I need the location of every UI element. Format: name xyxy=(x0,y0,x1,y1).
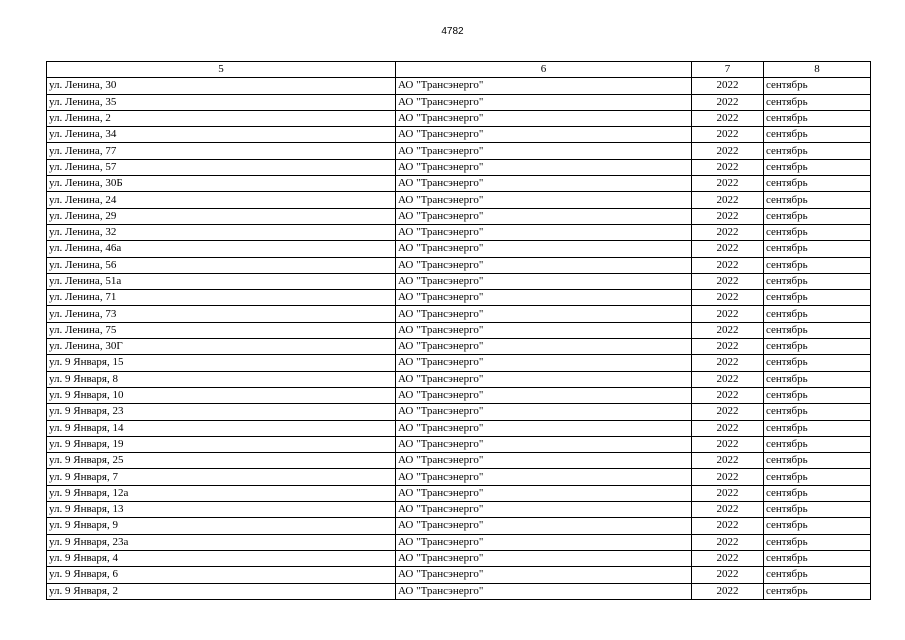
table-row xyxy=(47,469,871,485)
address-cell: ул. Ленина, 71 xyxy=(47,290,396,306)
organization-cell: АО "Трансэнерго" xyxy=(396,518,692,534)
table-row xyxy=(47,355,871,371)
address-cell: ул. Ленина, 57 xyxy=(47,159,396,175)
organization-cell: АО "Трансэнерго" xyxy=(396,127,692,143)
year-cell: 2022 xyxy=(692,273,764,289)
year-cell: 2022 xyxy=(692,469,764,485)
organization-cell: АО "Трансэнерго" xyxy=(396,176,692,192)
month-cell: сентябрь xyxy=(764,78,871,94)
year-cell: 2022 xyxy=(692,159,764,175)
year-cell: 2022 xyxy=(692,371,764,387)
column-number-5: 5 xyxy=(47,62,396,78)
address-cell: ул. 9 Января, 15 xyxy=(47,355,396,371)
organization-cell: АО "Трансэнерго" xyxy=(396,94,692,110)
month-cell: сентябрь xyxy=(764,518,871,534)
year-cell: 2022 xyxy=(692,567,764,583)
month-cell: сентябрь xyxy=(764,355,871,371)
organization-cell: АО "Трансэнерго" xyxy=(396,583,692,599)
page-number: 4782 xyxy=(441,26,464,37)
table-row xyxy=(47,404,871,420)
month-cell: сентябрь xyxy=(764,127,871,143)
schedule-table xyxy=(46,61,871,600)
month-cell: сентябрь xyxy=(764,550,871,566)
year-cell: 2022 xyxy=(692,387,764,403)
month-cell: сентябрь xyxy=(764,306,871,322)
address-cell: ул. 9 Января, 9 xyxy=(47,518,396,534)
year-cell: 2022 xyxy=(692,290,764,306)
organization-cell: АО "Трансэнерго" xyxy=(396,306,692,322)
organization-cell: АО "Трансэнерго" xyxy=(396,453,692,469)
year-cell: 2022 xyxy=(692,110,764,126)
table-row xyxy=(47,224,871,240)
table-row xyxy=(47,322,871,338)
month-cell: сентябрь xyxy=(764,502,871,518)
year-cell: 2022 xyxy=(692,550,764,566)
year-cell: 2022 xyxy=(692,127,764,143)
table-row xyxy=(47,339,871,355)
organization-cell: АО "Трансэнерго" xyxy=(396,257,692,273)
month-cell: сентябрь xyxy=(764,94,871,110)
organization-cell: АО "Трансэнерго" xyxy=(396,224,692,240)
month-cell: сентябрь xyxy=(764,159,871,175)
address-cell: ул. Ленина, 30Б xyxy=(47,176,396,192)
organization-cell: АО "Трансэнерго" xyxy=(396,241,692,257)
organization-cell: АО "Трансэнерго" xyxy=(396,110,692,126)
organization-cell: АО "Трансэнерго" xyxy=(396,469,692,485)
year-cell: 2022 xyxy=(692,78,764,94)
year-cell: 2022 xyxy=(692,583,764,599)
month-cell: сентябрь xyxy=(764,485,871,501)
organization-cell: АО "Трансэнерго" xyxy=(396,355,692,371)
year-cell: 2022 xyxy=(692,534,764,550)
table-row xyxy=(47,534,871,550)
address-cell: ул. Ленина, 24 xyxy=(47,192,396,208)
organization-cell: АО "Трансэнерго" xyxy=(396,387,692,403)
month-cell: сентябрь xyxy=(764,583,871,599)
table-row xyxy=(47,453,871,469)
year-cell: 2022 xyxy=(692,192,764,208)
organization-cell: АО "Трансэнерго" xyxy=(396,550,692,566)
table-row xyxy=(47,290,871,306)
organization-cell: АО "Трансэнерго" xyxy=(396,485,692,501)
year-cell: 2022 xyxy=(692,241,764,257)
year-cell: 2022 xyxy=(692,355,764,371)
month-cell: сентябрь xyxy=(764,567,871,583)
column-number-row xyxy=(47,62,871,78)
column-number-7: 7 xyxy=(692,62,764,78)
month-cell: сентябрь xyxy=(764,290,871,306)
table-row xyxy=(47,583,871,599)
month-cell: сентябрь xyxy=(764,143,871,159)
address-cell: ул. Ленина, 46а xyxy=(47,241,396,257)
table-row xyxy=(47,387,871,403)
table-row xyxy=(47,127,871,143)
address-cell: ул. 9 Января, 8 xyxy=(47,371,396,387)
month-cell: сентябрь xyxy=(764,420,871,436)
organization-cell: АО "Трансэнерго" xyxy=(396,273,692,289)
organization-cell: АО "Трансэнерго" xyxy=(396,143,692,159)
address-cell: ул. 9 Января, 25 xyxy=(47,453,396,469)
table-row xyxy=(47,550,871,566)
organization-cell: АО "Трансэнерго" xyxy=(396,78,692,94)
table-body xyxy=(47,62,871,600)
year-cell: 2022 xyxy=(692,257,764,273)
year-cell: 2022 xyxy=(692,208,764,224)
year-cell: 2022 xyxy=(692,176,764,192)
month-cell: сентябрь xyxy=(764,404,871,420)
table-row xyxy=(47,192,871,208)
table-row xyxy=(47,567,871,583)
table-row xyxy=(47,485,871,501)
month-cell: сентябрь xyxy=(764,371,871,387)
organization-cell: АО "Трансэнерго" xyxy=(396,436,692,452)
month-cell: сентябрь xyxy=(764,436,871,452)
year-cell: 2022 xyxy=(692,518,764,534)
table-row xyxy=(47,306,871,322)
month-cell: сентябрь xyxy=(764,241,871,257)
table-row xyxy=(47,502,871,518)
organization-cell: АО "Трансэнерго" xyxy=(396,322,692,338)
address-cell: ул. Ленина, 30Г xyxy=(47,339,396,355)
address-cell: ул. Ленина, 29 xyxy=(47,208,396,224)
year-cell: 2022 xyxy=(692,306,764,322)
month-cell: сентябрь xyxy=(764,273,871,289)
organization-cell: АО "Трансэнерго" xyxy=(396,534,692,550)
year-cell: 2022 xyxy=(692,436,764,452)
address-cell: ул. 9 Января, 19 xyxy=(47,436,396,452)
month-cell: сентябрь xyxy=(764,224,871,240)
table-row xyxy=(47,518,871,534)
address-cell: ул. Ленина, 32 xyxy=(47,224,396,240)
month-cell: сентябрь xyxy=(764,453,871,469)
table-row xyxy=(47,420,871,436)
table-row xyxy=(47,436,871,452)
address-cell: ул. Ленина, 35 xyxy=(47,94,396,110)
table-row xyxy=(47,241,871,257)
month-cell: сентябрь xyxy=(764,322,871,338)
month-cell: сентябрь xyxy=(764,192,871,208)
year-cell: 2022 xyxy=(692,420,764,436)
table-row xyxy=(47,257,871,273)
address-cell: ул. 9 Января, 14 xyxy=(47,420,396,436)
organization-cell: АО "Трансэнерго" xyxy=(396,192,692,208)
address-cell: ул. 9 Января, 23 xyxy=(47,404,396,420)
table-row xyxy=(47,371,871,387)
year-cell: 2022 xyxy=(692,94,764,110)
year-cell: 2022 xyxy=(692,339,764,355)
month-cell: сентябрь xyxy=(764,257,871,273)
year-cell: 2022 xyxy=(692,404,764,420)
organization-cell: АО "Трансэнерго" xyxy=(396,420,692,436)
address-cell: ул. Ленина, 30 xyxy=(47,78,396,94)
address-cell: ул. Ленина, 51а xyxy=(47,273,396,289)
organization-cell: АО "Трансэнерго" xyxy=(396,502,692,518)
organization-cell: АО "Трансэнерго" xyxy=(396,208,692,224)
table-row xyxy=(47,143,871,159)
month-cell: сентябрь xyxy=(764,110,871,126)
address-cell: ул. Ленина, 73 xyxy=(47,306,396,322)
year-cell: 2022 xyxy=(692,453,764,469)
table-row xyxy=(47,110,871,126)
year-cell: 2022 xyxy=(692,322,764,338)
organization-cell: АО "Трансэнерго" xyxy=(396,567,692,583)
table-row xyxy=(47,94,871,110)
address-cell: ул. 9 Января, 4 xyxy=(47,550,396,566)
organization-cell: АО "Трансэнерго" xyxy=(396,339,692,355)
year-cell: 2022 xyxy=(692,224,764,240)
address-cell: ул. 9 Января, 23а xyxy=(47,534,396,550)
address-cell: ул. 9 Января, 10 xyxy=(47,387,396,403)
address-cell: ул. Ленина, 75 xyxy=(47,322,396,338)
month-cell: сентябрь xyxy=(764,176,871,192)
organization-cell: АО "Трансэнерго" xyxy=(396,290,692,306)
year-cell: 2022 xyxy=(692,143,764,159)
address-cell: ул. 9 Января, 13 xyxy=(47,502,396,518)
address-cell: ул. 9 Января, 2 xyxy=(47,583,396,599)
month-cell: сентябрь xyxy=(764,469,871,485)
organization-cell: АО "Трансэнерго" xyxy=(396,404,692,420)
address-cell: ул. 9 Января, 12а xyxy=(47,485,396,501)
address-cell: ул. Ленина, 34 xyxy=(47,127,396,143)
year-cell: 2022 xyxy=(692,502,764,518)
address-cell: ул. 9 Января, 6 xyxy=(47,567,396,583)
table-row xyxy=(47,159,871,175)
organization-cell: АО "Трансэнерго" xyxy=(396,371,692,387)
month-cell: сентябрь xyxy=(764,387,871,403)
month-cell: сентябрь xyxy=(764,534,871,550)
year-cell: 2022 xyxy=(692,485,764,501)
table-row xyxy=(47,208,871,224)
address-cell: ул. Ленина, 56 xyxy=(47,257,396,273)
table-row xyxy=(47,78,871,94)
address-cell: ул. Ленина, 2 xyxy=(47,110,396,126)
month-cell: сентябрь xyxy=(764,208,871,224)
column-number-8: 8 xyxy=(764,62,871,78)
address-cell: ул. Ленина, 77 xyxy=(47,143,396,159)
table-row xyxy=(47,273,871,289)
address-cell: ул. 9 Января, 7 xyxy=(47,469,396,485)
month-cell: сентябрь xyxy=(764,339,871,355)
column-number-6: 6 xyxy=(396,62,692,78)
table-row xyxy=(47,176,871,192)
organization-cell: АО "Трансэнерго" xyxy=(396,159,692,175)
